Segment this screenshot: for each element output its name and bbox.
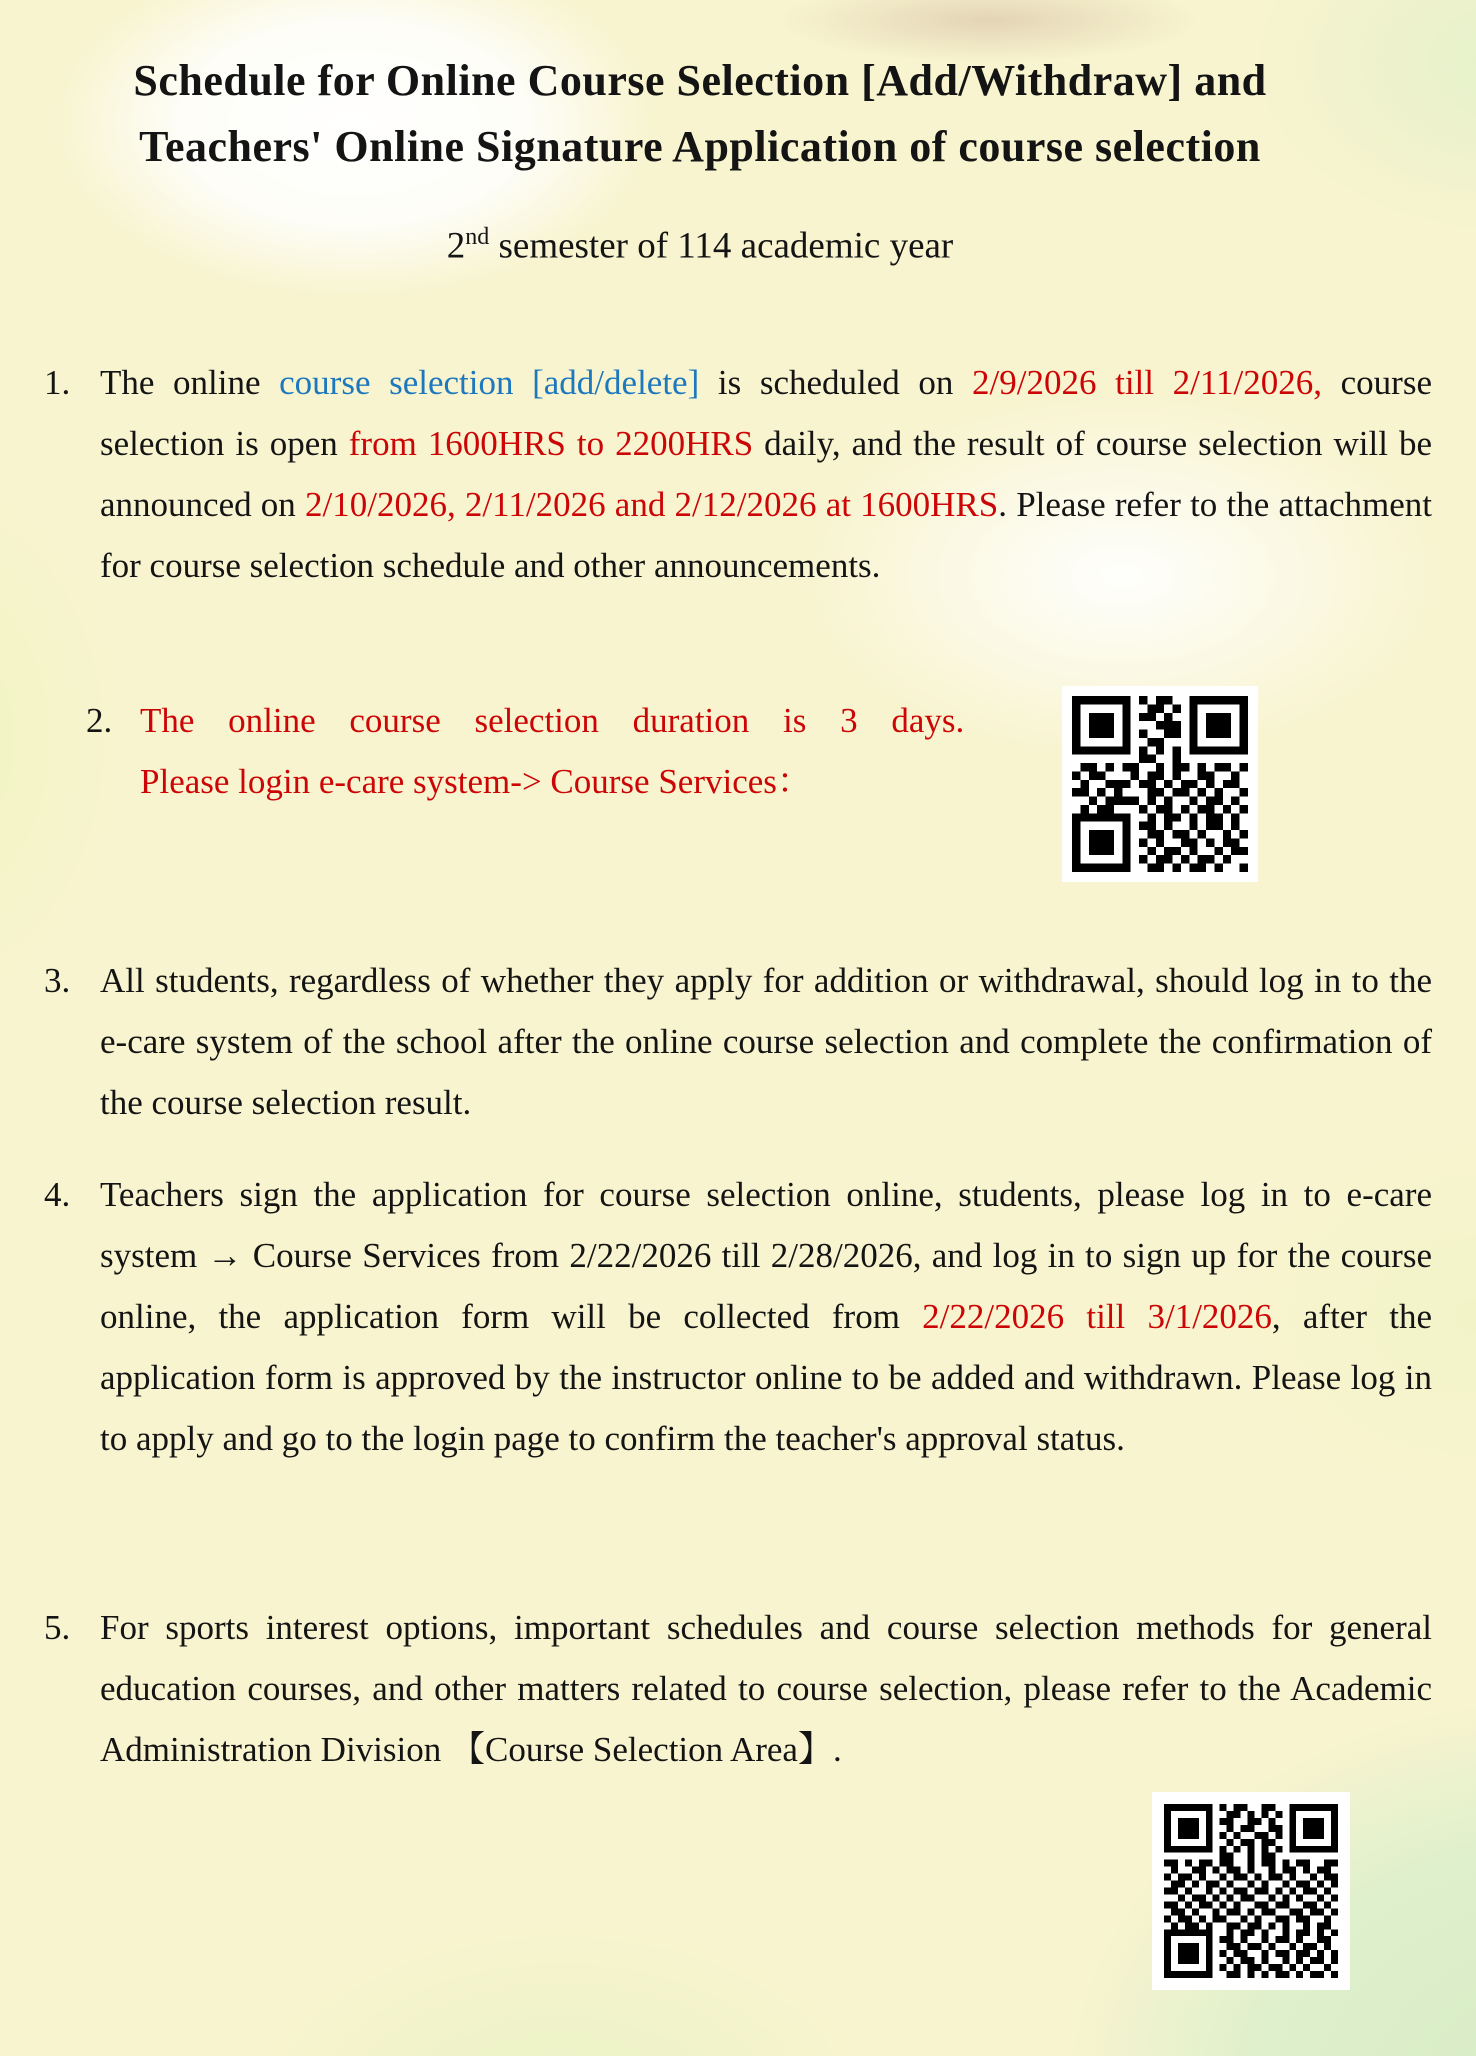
subtitle-number: 2 [446,225,466,267]
qr-code-course-selection-area-image [1164,1804,1338,1978]
paragraph-4-text: Teachers sign the application for course selection online, students, please log in to e-care system → Course Services from 2/22/2026 till 2/28/2026, and log in to sign up for the course online, the application form will be collected from 2/22/2026 till 3/1/2026, after the application form is approved by the instructor online to be added and withdrawn. Please log in to apply and go to the login page to confirm the teacher's approval status. [100,1175,1432,1458]
paragraph-4-number: 4. [44,1175,71,1214]
subtitle-text: semester of 114 academic year [489,225,954,267]
page-title [20,48,1380,180]
paragraph-3-text: All students, regardless of whether they apply for addition or withdrawal, should log in to the e-care system of the school after the online course selection and complete the confirmation of the course selection result. [100,961,1432,1122]
paragraph-2-line1: The online course selection duration is 3 days. [140,701,965,740]
paragraph-5-number: 5. [44,1608,71,1647]
page-title-line1: Schedule for Online Course Selection [Add/Withdraw] and [133,56,1267,105]
qr-code-course-services [1062,686,1258,882]
paragraph-3-number: 3. [44,961,71,1000]
paragraph-2-line2: Please login e-care system-> Course Services： [140,762,812,801]
qr-code-course-services-image [1072,696,1248,872]
paragraph-1-number: 1. [44,363,71,402]
paragraph-2-number: 2. [86,701,113,740]
subtitle-ordinal-suffix: nd [465,224,490,250]
paragraph-1 [44,352,1432,596]
paragraph-1-text: The online course selection [add/delete] is scheduled on 2/9/2026 till 2/11/2026, course selection is open from 1600HRS to 2200HRS daily, and the result of course selection will be announced on 2/10/2026, 2/11/2026 and 2/12/2026 at 1600HRS. Please refer to the attachment for course selection schedule and other announcements. [100,363,1433,585]
page-title-line2: Teachers' Online Signature Application of course selection [139,122,1261,171]
paragraph-2-text [140,690,1026,812]
page-subtitle [20,224,1380,267]
paragraph-2 [86,690,1026,812]
paragraph-4 [44,1164,1432,1469]
qr-code-course-selection-area [1152,1792,1350,1990]
paragraph-3 [44,950,1432,1133]
paragraph-5-text: For sports interest options, important schedules and course selection methods for general education courses, and other matters related to course selection, please refer to the Academic Administration Division 【Course Selection Area】. [100,1608,1432,1769]
paragraph-5 [44,1597,1432,1780]
